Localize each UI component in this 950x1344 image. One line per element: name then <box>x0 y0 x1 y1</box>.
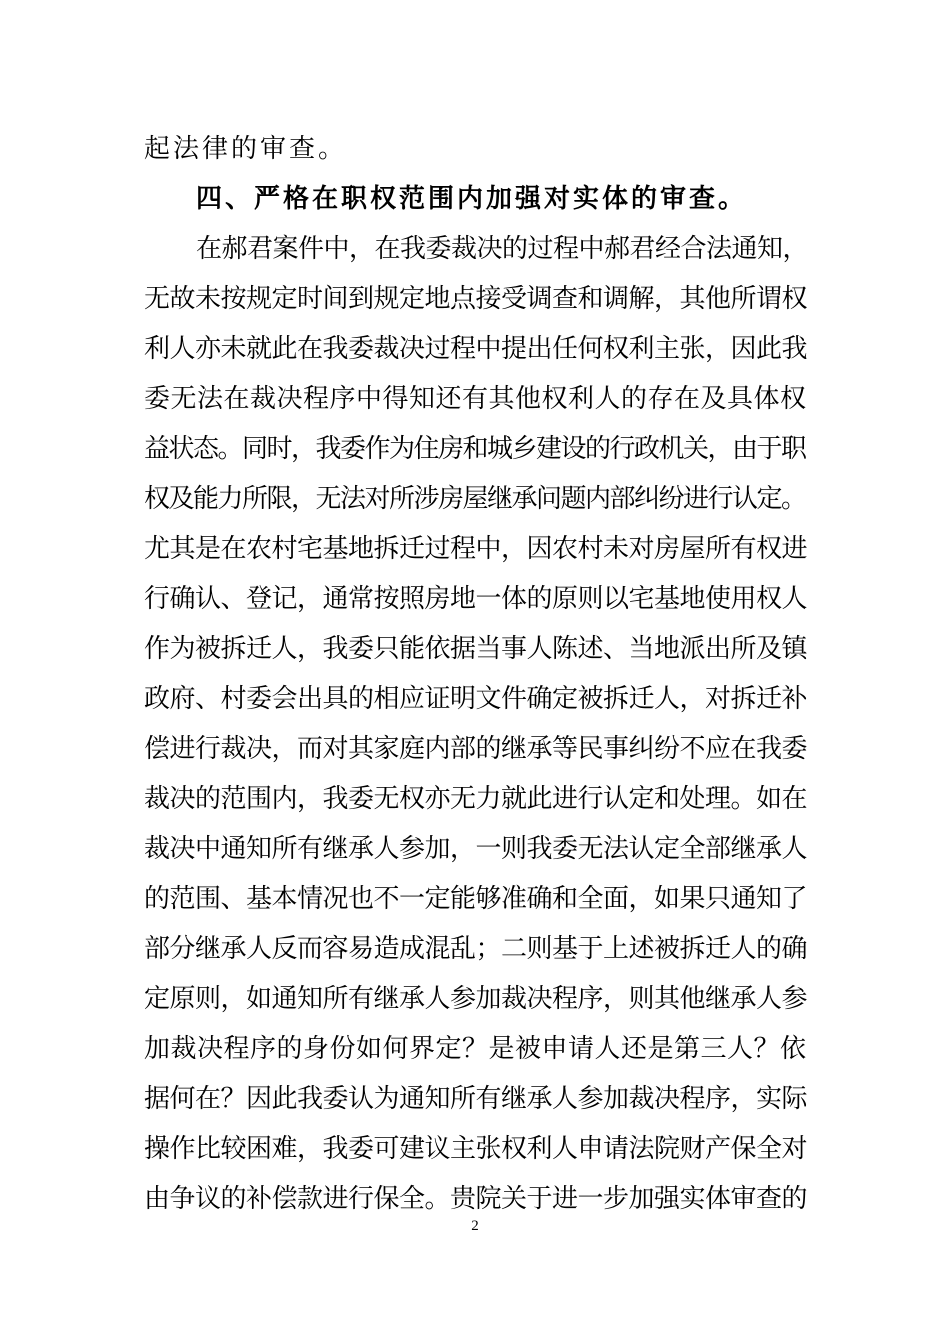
page-number: 2 <box>471 1218 479 1234</box>
body-line: 政府、村委会出具的相应证明文件确定被拆迁人，对拆迁补 <box>144 684 808 714</box>
body-line: 加裁决程序的身份如何界定？是被申请人还是第三人？依 <box>144 1034 807 1064</box>
body-line: 益状态。同时，我委作为住房和城乡建设的行政机关，由于职 <box>144 434 806 464</box>
paragraph-first-line: 在郝君案件中，在我委裁决的过程中郝君经合法通知， <box>196 234 809 264</box>
body-line: 裁决中通知所有继承人参加，一则我委无法认定全部继承人 <box>144 834 808 864</box>
body-line: 据何在？因此我委认为通知所有继承人参加裁决程序，实际 <box>144 1084 808 1114</box>
body-line: 偿进行裁决，而对其家庭内部的继承等民事纠纷不应在我委 <box>144 734 808 764</box>
body-line: 权及能力所限，无法对所涉房屋继承问题内部纠纷进行认定。 <box>144 484 806 514</box>
body-line: 由争议的补偿款进行保全。贵院关于进一步加强实体审查的 <box>144 1184 808 1214</box>
body-line: 裁决的范围内，我委无权亦无力就此进行认定和处理。如在 <box>144 784 808 814</box>
body-line-continuation: 起法律的审查。 <box>144 134 348 164</box>
body-line: 作为被拆迁人，我委只能依据当事人陈述、当地派出所及镇 <box>144 634 808 664</box>
body-line: 行确认、登记，通常按照房地一体的原则以宅基地使用权人 <box>144 584 808 614</box>
body-line: 部分继承人反而容易造成混乱；二则基于上述被拆迁人的确 <box>144 934 808 964</box>
body-line: 定原则，如通知所有继承人参加裁决程序，则其他继承人参 <box>144 984 808 1014</box>
section-heading: 四、严格在职权范围内加强对实体的审查。 <box>196 184 748 214</box>
body-line: 委无法在裁决程序中得知还有其他权利人的存在及具体权 <box>144 384 807 414</box>
body-line: 操作比较困难，我委可建议主张权利人申请法院财产保全对 <box>144 1134 808 1164</box>
body-line: 利人亦未就此在我委裁决过程中提出任何权利主张，因此我 <box>144 334 808 364</box>
body-line: 无故未按规定时间到规定地点接受调查和调解，其他所谓权 <box>144 284 808 314</box>
body-line: 的范围、基本情况也不一定能够准确和全面，如果只通知了 <box>144 884 808 914</box>
body-line: 尤其是在农村宅基地拆迁过程中，因农村未对房屋所有权进 <box>144 534 808 564</box>
